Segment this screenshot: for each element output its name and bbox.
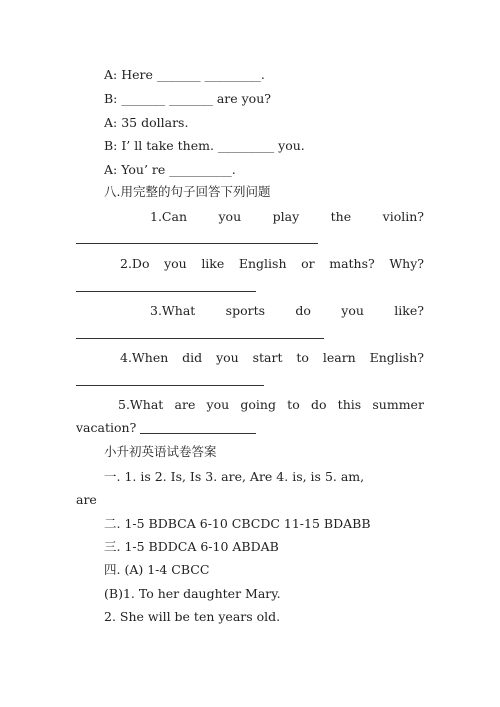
answer-blank xyxy=(76,385,264,386)
answer-blank xyxy=(76,291,256,292)
word: learn xyxy=(322,350,356,365)
word: 3.What xyxy=(150,303,196,318)
word: 5.What xyxy=(118,397,164,412)
word: or xyxy=(301,256,315,271)
dialogue-line: B: I’ ll take them. _________ you. xyxy=(104,138,305,153)
word: you xyxy=(216,350,239,365)
dialogue-line: A: You’ re __________. xyxy=(104,162,236,177)
question-4 xyxy=(120,350,424,366)
word: sports xyxy=(225,303,266,318)
word: to xyxy=(287,397,300,412)
word: you xyxy=(218,209,242,224)
answers-title: 小升初英语试卷答案 xyxy=(104,444,217,459)
answer-blank xyxy=(76,243,318,244)
word: English? xyxy=(369,350,424,365)
question-1 xyxy=(150,209,424,225)
word: 2.Do xyxy=(120,256,150,271)
word: did xyxy=(182,350,203,365)
word: maths? xyxy=(329,256,375,271)
answer-1-continued: are xyxy=(76,492,97,507)
word: 1.Can xyxy=(150,209,187,224)
word: going xyxy=(240,397,276,412)
question-5-continued: vacation? xyxy=(76,420,137,435)
word: do xyxy=(295,303,311,318)
word: to xyxy=(296,350,309,365)
word: English xyxy=(238,256,287,271)
word: you xyxy=(341,303,364,318)
word: like xyxy=(201,256,225,271)
answer-4: 四. (A) 1-4 CBCC xyxy=(104,562,210,577)
word: this xyxy=(337,397,362,412)
word: the xyxy=(330,209,352,224)
word: like? xyxy=(394,303,424,318)
section-title: 八.用完整的句子回答下列问题 xyxy=(104,184,271,199)
question-3 xyxy=(150,303,424,319)
answer-2: 二. 1-5 BDBCA 6-10 CBCDC 11-15 BDABB xyxy=(104,516,371,531)
dialogue-line: B: _______ _______ are you? xyxy=(104,91,271,106)
word: summer xyxy=(372,397,424,412)
word: 4.When xyxy=(120,350,169,365)
answer-blank xyxy=(140,433,256,434)
dialogue-line: A: Here _______ _________. xyxy=(104,67,265,82)
word: start xyxy=(252,350,283,365)
word: do xyxy=(310,397,327,412)
word: you xyxy=(206,397,230,412)
answer-3: 三. 1-5 BDDCA 6-10 ABDAB xyxy=(104,539,279,554)
answer-1 xyxy=(104,469,424,485)
word: play xyxy=(272,209,300,224)
dialogue-line: A: 35 dollars. xyxy=(104,115,189,130)
answer-blank xyxy=(76,338,324,339)
question-2 xyxy=(120,256,424,272)
word: are xyxy=(174,397,196,412)
answer-4c: 2. She will be ten years old. xyxy=(104,609,281,624)
word: violin? xyxy=(382,209,424,224)
answer-4b: (B)1. To her daughter Mary. xyxy=(104,586,281,601)
answer-text: 一. 1. is 2. Is, Is 3. are, Are 4. is, is 5. am, xyxy=(104,469,365,484)
word: Why? xyxy=(389,256,424,271)
question-5 xyxy=(118,397,424,413)
word: you xyxy=(164,256,187,271)
